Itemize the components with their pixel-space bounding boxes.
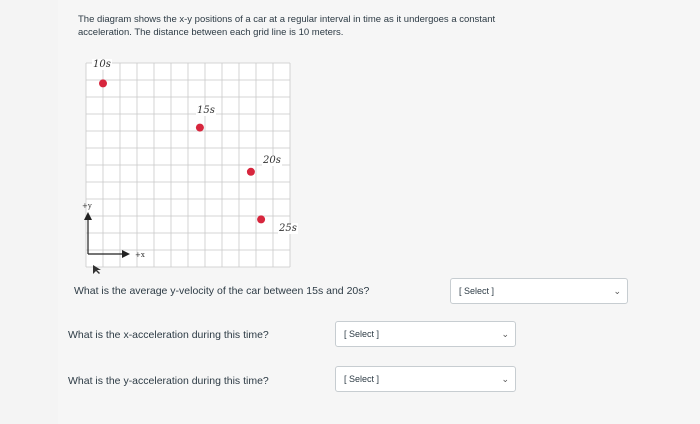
question-3-select[interactable]: [335, 366, 516, 392]
label-25s: 25s: [279, 223, 297, 234]
chevron-down-icon: ⌄: [613, 286, 621, 296]
problem-text: [78, 13, 638, 39]
question-2-select[interactable]: [335, 321, 516, 347]
x-axis-label: +x: [135, 251, 145, 259]
chevron-down-icon: ⌄: [501, 329, 509, 339]
question-3-text: What is the y-acceleration during this time?: [68, 375, 269, 387]
label-20s: 20s: [263, 155, 281, 166]
question-3-select-value: [ Select ]: [344, 374, 380, 384]
label-10s: 10s: [93, 59, 111, 70]
position-dot-15s: [196, 124, 204, 132]
y-arrowhead: [84, 212, 92, 220]
position-dot-25s: [257, 215, 265, 223]
y-axis-label: +y: [82, 202, 92, 210]
axes-indicator: [78, 196, 158, 266]
intro-line-1: The diagram shows the x-y positions of a car at a regular interval in time as it undergoes a constant: [78, 14, 496, 25]
position-dot-10s: [99, 79, 107, 87]
label-15s: 15s: [197, 105, 215, 116]
question-2-text: What is the x-acceleration during this time?: [68, 329, 269, 341]
question-1-text: What is the average y-velocity of the car between 15s and 20s?: [74, 285, 370, 297]
question-1-select[interactable]: [450, 278, 628, 304]
chevron-down-icon: ⌄: [501, 374, 509, 384]
position-dot-20s: [247, 168, 255, 176]
x-arrowhead: [122, 250, 130, 258]
mouse-cursor-icon: [93, 265, 103, 275]
question-1-select-value: [ Select ]: [459, 286, 495, 296]
intro-line-2: acceleration. The distance between each grid line is 10 meters.: [78, 27, 344, 38]
question-2-select-value: [ Select ]: [344, 329, 380, 339]
